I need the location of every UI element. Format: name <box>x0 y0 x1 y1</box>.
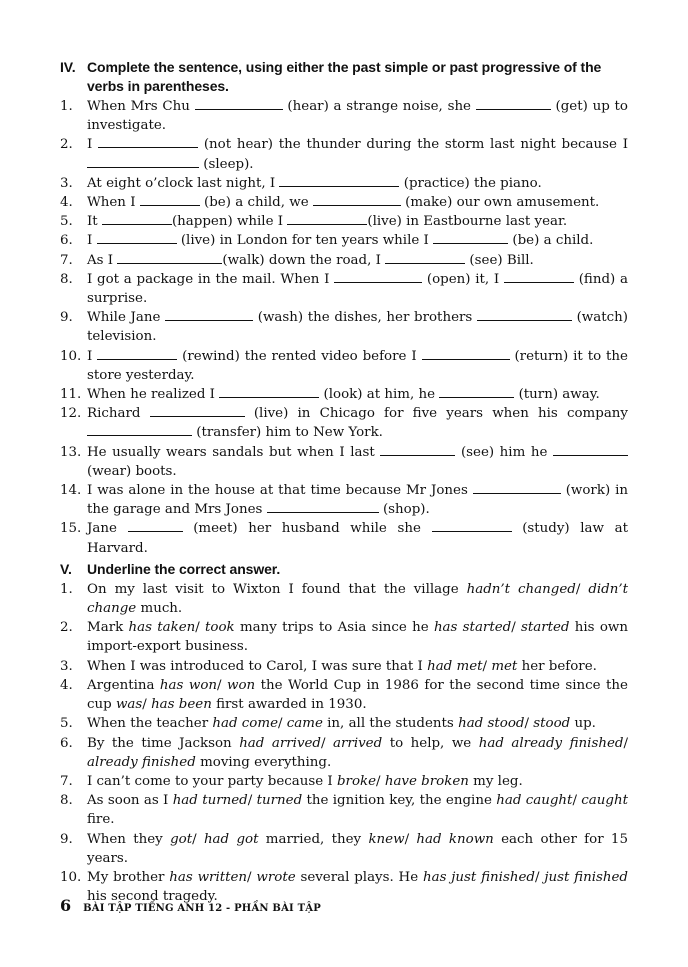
text-part: When they <box>87 831 171 847</box>
item-text <box>87 481 628 519</box>
item-text <box>87 193 628 212</box>
answer-choice[interactable]: got <box>170 831 193 847</box>
answer-choice[interactable]: hadn’t changed <box>466 581 576 597</box>
text-part: / <box>192 831 204 847</box>
text-part: her before. <box>517 658 597 674</box>
answer-choice[interactable]: had got <box>203 831 259 847</box>
text-part: the ignition key, the engine <box>302 793 497 809</box>
text-part: each other for 15 years. <box>87 831 628 866</box>
answer-blank[interactable] <box>97 347 177 360</box>
text-part: / <box>142 697 152 713</box>
book-title: BÀI TẬP TIẾNG ANH 12 - PHẦN BÀI TẬP <box>83 903 321 914</box>
text-part: (transfer) him to New York. <box>196 425 383 441</box>
answer-blank[interactable] <box>313 193 401 206</box>
text-part: (return) it to the store yesterday. <box>87 348 628 383</box>
text-part: My brother <box>87 869 170 885</box>
text-part: (find) a surprise. <box>87 271 628 307</box>
text-part: Argentina <box>87 677 160 693</box>
text-part: (turn) away. <box>518 387 600 403</box>
answer-choice[interactable]: have broken <box>384 773 469 789</box>
section-iv-heading <box>60 58 628 96</box>
answer-blank[interactable] <box>504 270 574 283</box>
answer-blank[interactable] <box>334 270 422 283</box>
answer-choice[interactable]: has just finished <box>422 869 535 885</box>
text-part: up. <box>570 716 596 732</box>
exercise-item <box>60 830 628 868</box>
item-text <box>87 734 628 772</box>
answer-choice[interactable]: has taken <box>128 620 196 636</box>
text-part: (hear) a strange noise, she <box>287 99 471 114</box>
text-part: (see) Bill. <box>469 252 534 268</box>
item-number: 12. <box>60 406 82 422</box>
exercise-item <box>60 481 628 519</box>
answer-choice[interactable]: knew <box>368 831 405 847</box>
text-part: (happen) while I <box>171 214 284 230</box>
item-number: 6. <box>60 233 73 249</box>
item-number: 13. <box>60 444 82 460</box>
item-text <box>87 270 628 308</box>
item-text <box>87 347 628 385</box>
answer-choice[interactable]: met <box>491 658 518 674</box>
text-part: his second tragedy. <box>87 889 218 905</box>
text-part: (look) at him, he <box>323 387 436 403</box>
text-part: (watch) television. <box>87 310 628 345</box>
answer-choice[interactable]: arrived <box>333 735 383 751</box>
text-part: I <box>87 233 93 249</box>
item-text <box>87 519 628 557</box>
item-text <box>87 676 628 714</box>
exercise-item <box>60 657 628 676</box>
exercise-item <box>60 212 628 231</box>
text-part: (sleep). <box>203 156 254 172</box>
section-v-list <box>60 580 628 906</box>
item-text <box>87 97 628 135</box>
text-part: (be) a child. <box>512 233 594 249</box>
text-part: When I was introduced to Carol, I was sure that I <box>87 658 428 674</box>
item-number: 10. <box>60 869 82 885</box>
answer-choice[interactable]: has written <box>169 869 248 885</box>
answer-choice[interactable]: just finished <box>544 869 628 885</box>
text-part: in, all the students <box>322 716 459 732</box>
item-text <box>87 385 628 404</box>
text-part: When Mrs Chu <box>87 99 190 114</box>
text-part: / <box>404 831 417 847</box>
item-number: 11. <box>60 387 82 403</box>
answer-choice[interactable]: has been <box>151 697 212 713</box>
text-part: Jane <box>87 521 117 537</box>
answer-choice[interactable]: had already finished <box>478 735 624 751</box>
item-text <box>87 308 628 346</box>
answer-choice[interactable]: had arrived <box>239 735 322 751</box>
text-part: It <box>87 214 98 230</box>
text-part: When the teacher <box>87 716 213 732</box>
item-text <box>87 830 628 868</box>
item-text <box>87 618 628 656</box>
text-part: (work) in the garage and Mrs Jones <box>87 483 628 518</box>
text-part: / <box>575 581 589 597</box>
answer-choice[interactable]: has started <box>433 620 512 636</box>
text-part: (make) our own amusement. <box>405 195 600 211</box>
item-text <box>87 772 628 791</box>
item-number: 2. <box>60 137 73 153</box>
item-number: 2. <box>60 620 73 636</box>
text-part: (study) law at Harvard. <box>87 521 628 556</box>
item-text <box>87 580 628 618</box>
answer-choice[interactable]: didn’t change <box>87 581 629 617</box>
answer-blank[interactable] <box>385 251 465 264</box>
answer-blank[interactable] <box>102 212 172 225</box>
exercise-item <box>60 347 628 385</box>
item-number: 14. <box>60 483 82 499</box>
answer-choice[interactable]: turned <box>256 793 303 809</box>
item-number: 3. <box>60 658 73 674</box>
text-part: When I <box>87 195 136 211</box>
exercise-item <box>60 231 628 250</box>
exercise-item <box>60 791 628 829</box>
item-number: 7. <box>60 252 73 268</box>
exercise-item <box>60 519 628 557</box>
answer-choice[interactable]: took <box>205 620 235 636</box>
item-text <box>87 404 628 442</box>
item-number: 5. <box>60 214 73 230</box>
section-iv-list <box>60 97 628 558</box>
section-iv-title: Complete the sentence, using either the past simple or past progressive of the verbs in parentheses. <box>87 59 602 94</box>
answer-choice[interactable]: came <box>286 716 323 732</box>
answer-blank[interactable] <box>279 174 399 187</box>
exercise-item <box>60 734 628 772</box>
answer-blank[interactable] <box>422 347 510 360</box>
answer-choice[interactable]: won <box>226 677 256 693</box>
section-v-title: Underline the correct answer. <box>87 560 281 577</box>
answer-blank[interactable] <box>128 519 183 532</box>
answer-choice[interactable]: had known <box>416 831 494 847</box>
answer-blank[interactable] <box>287 212 367 225</box>
text-part: / <box>217 677 227 693</box>
answer-blank[interactable] <box>150 404 245 417</box>
item-number: 5. <box>60 716 73 732</box>
answer-choice[interactable]: had turned <box>172 793 248 809</box>
text-part: I was alone in the house at that time because Mr Jones <box>87 483 468 499</box>
text-part: the World Cup in 1986 for the second time since the cup <box>87 677 628 713</box>
text-part: fire. <box>87 812 115 828</box>
text-part: By the time Jackson <box>87 735 240 751</box>
answer-blank[interactable] <box>97 231 177 244</box>
exercise-item <box>60 772 628 791</box>
answer-choice[interactable]: stood <box>533 716 571 732</box>
item-number: 1. <box>60 99 73 114</box>
text-part: / <box>321 735 334 751</box>
item-number: 8. <box>60 271 73 287</box>
exercise-item <box>60 676 628 714</box>
text-part: As soon as I <box>87 793 173 809</box>
text-part: / <box>195 620 206 636</box>
text-part: (live) in London for ten years while I <box>180 233 429 249</box>
answer-blank[interactable] <box>219 385 319 398</box>
exercise-item <box>60 270 628 308</box>
answer-choice[interactable]: wrote <box>256 869 296 885</box>
answer-choice[interactable]: was <box>115 697 143 713</box>
text-part: I <box>87 137 93 153</box>
text-part: Mark <box>87 620 129 636</box>
text-part: / <box>572 793 582 809</box>
text-part: / <box>623 735 628 751</box>
answer-blank[interactable] <box>553 443 628 456</box>
answer-choice[interactable]: started <box>520 620 570 636</box>
item-text <box>87 135 628 173</box>
exercise-item <box>60 97 628 135</box>
text-part: On my last visit to Wixton I found that the village <box>87 581 467 597</box>
text-part: While Jane <box>87 310 161 326</box>
answer-choice[interactable]: caught <box>581 793 628 809</box>
item-text <box>87 657 628 676</box>
text-part: (meet) her husband while she <box>193 521 421 537</box>
answer-choice[interactable]: had stood <box>458 716 525 732</box>
answer-blank[interactable] <box>380 443 455 456</box>
answer-blank[interactable] <box>165 308 253 321</box>
text-part: (shop). <box>382 502 430 518</box>
item-number: 6. <box>60 735 73 751</box>
item-number: 9. <box>60 831 73 847</box>
text-part: He usually wears sandals but when I last <box>87 444 375 460</box>
answer-blank[interactable] <box>432 519 512 532</box>
answer-blank[interactable] <box>195 97 283 110</box>
answer-choice[interactable]: has won <box>159 677 218 693</box>
answer-blank[interactable] <box>477 308 572 321</box>
answer-blank[interactable] <box>476 97 551 110</box>
item-number: 1. <box>60 581 73 597</box>
item-number: 4. <box>60 195 73 211</box>
exercise-item <box>60 251 628 270</box>
exercise-item <box>60 580 628 618</box>
text-part: I <box>87 348 93 364</box>
answer-choice[interactable]: broke <box>336 773 377 789</box>
text-part: my leg. <box>468 773 523 789</box>
answer-choice[interactable]: had come <box>212 716 278 732</box>
exercise-item <box>60 714 628 733</box>
text-part: (open) it, I <box>426 271 500 287</box>
text-part: / <box>247 793 257 809</box>
answer-choice[interactable]: had met <box>427 658 483 674</box>
text-part: / <box>534 869 545 885</box>
section-iv-number: IV. <box>60 59 76 75</box>
text-part: / <box>376 773 385 789</box>
text-part: (live) in Eastbourne last year. <box>367 214 568 230</box>
text-part: I got a package in the mail. When I <box>87 271 330 287</box>
text-part: (rewind) the rented video before I <box>182 348 417 364</box>
text-part: When he realized I <box>87 387 215 403</box>
page-number: 6 <box>60 896 72 915</box>
item-number: 9. <box>60 310 73 326</box>
text-part: Richard <box>87 406 141 422</box>
item-number: 15. <box>60 521 82 537</box>
answer-blank[interactable] <box>87 155 199 168</box>
text-part: many trips to Asia since he <box>234 620 434 636</box>
item-number: 10. <box>60 348 82 364</box>
text-part: moving everything. <box>195 754 332 770</box>
text-part: married, they <box>258 831 369 847</box>
answer-choice[interactable]: already finished <box>87 754 196 770</box>
item-number: 7. <box>60 773 73 789</box>
item-text <box>87 174 628 193</box>
text-part: (not hear) the thunder during the storm last night because I <box>203 137 628 153</box>
text-part: first awarded in 1930. <box>211 697 367 713</box>
text-part: / <box>278 716 287 732</box>
item-text <box>87 443 628 481</box>
text-part: At eight o’clock last night, I <box>87 175 276 191</box>
item-text <box>87 251 628 270</box>
answer-blank[interactable] <box>140 193 200 206</box>
text-part: (wash) the dishes, her brothers <box>257 310 473 326</box>
text-part: / <box>482 658 492 674</box>
text-part: (practice) the piano. <box>403 175 542 191</box>
text-part: (walk) down the road, I <box>222 252 381 268</box>
item-number: 4. <box>60 677 73 693</box>
exercise-item <box>60 174 628 193</box>
section-v-heading <box>60 560 628 579</box>
text-part: (live) in Chicago for five years when his company <box>253 406 628 422</box>
text-part: (see) him he <box>460 444 548 460</box>
answer-blank[interactable] <box>117 251 222 264</box>
text-part: / <box>247 869 257 885</box>
item-text <box>87 231 628 250</box>
item-number: 8. <box>60 793 73 809</box>
text-part: much. <box>136 601 183 617</box>
answer-blank[interactable] <box>473 481 561 494</box>
answer-blank[interactable] <box>98 135 198 148</box>
answer-choice[interactable]: had caught <box>496 793 573 809</box>
exercise-item <box>60 404 628 442</box>
answer-blank[interactable] <box>87 423 192 436</box>
section-v-number: V. <box>60 560 72 577</box>
exercise-item <box>60 308 628 346</box>
text-part: I can’t come to your party because I <box>87 773 337 789</box>
text-part: (get) up to investigate. <box>87 99 628 134</box>
text-part: his own import-export business. <box>87 620 628 655</box>
text-part: to help, we <box>382 735 479 751</box>
text-part: (be) a child, we <box>204 195 309 211</box>
answer-blank[interactable] <box>439 385 514 398</box>
answer-blank[interactable] <box>433 231 508 244</box>
item-text <box>87 212 628 231</box>
text-part: several plays. He <box>295 869 423 885</box>
text-part: As I <box>87 252 114 268</box>
exercise-item <box>60 618 628 656</box>
exercise-item <box>60 443 628 481</box>
exercise-item <box>60 193 628 212</box>
answer-blank[interactable] <box>267 500 379 513</box>
text-part: (wear) boots. <box>87 463 177 479</box>
item-text <box>87 714 628 733</box>
text-part: / <box>524 716 534 732</box>
item-number: 3. <box>60 175 73 191</box>
text-part: / <box>511 620 521 636</box>
page-footer <box>60 896 321 915</box>
exercise-item <box>60 385 628 404</box>
exercise-item <box>60 135 628 173</box>
item-text <box>87 791 628 829</box>
